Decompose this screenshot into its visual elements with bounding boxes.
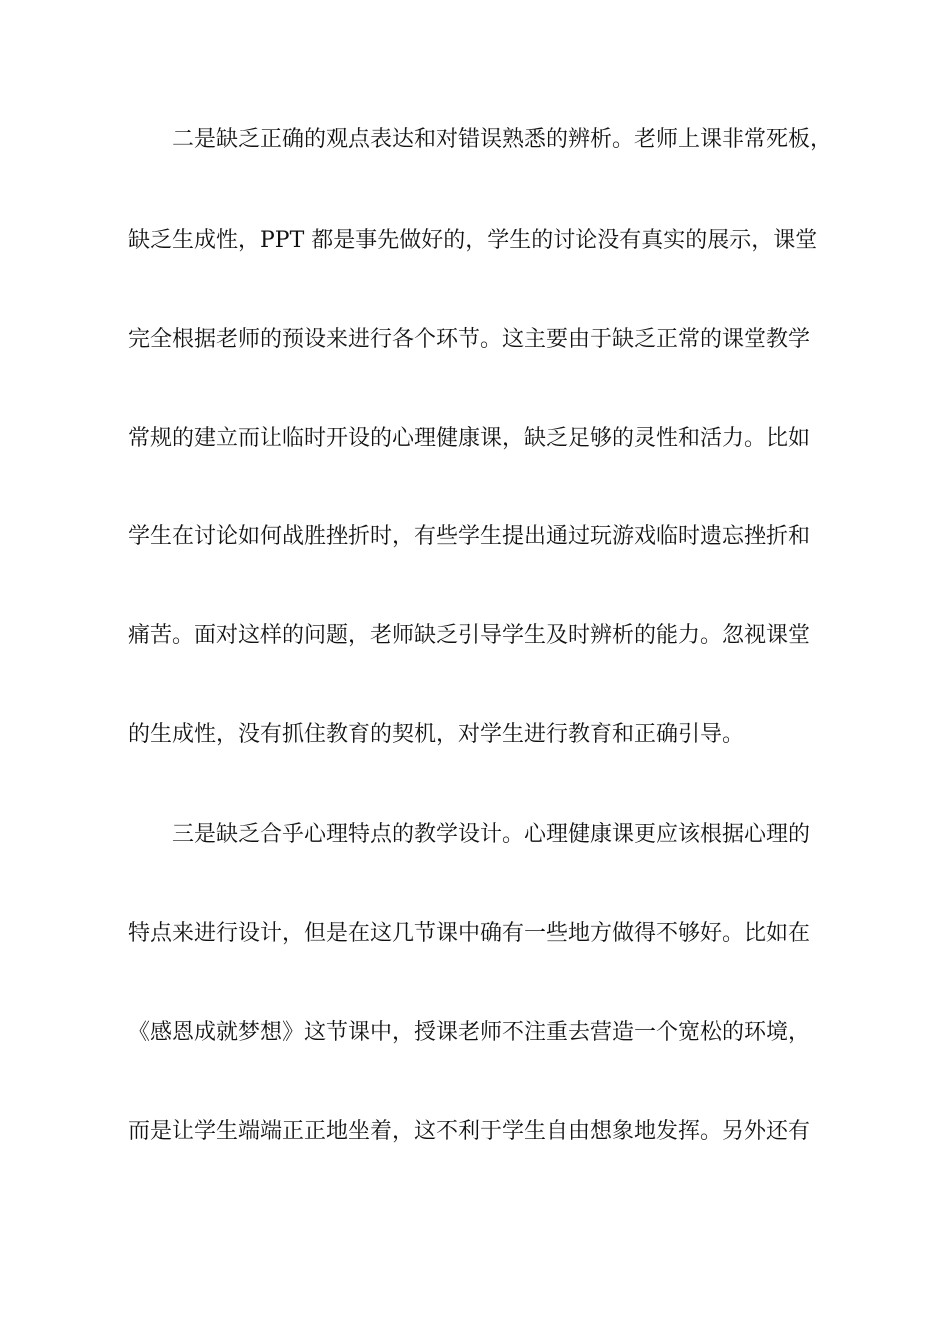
paragraph-1-line-1: 二是缺乏正确的观点表达和对错误熟悉的辨析。老师上课非常死板， (172, 127, 833, 152)
paragraph-2-line-3: 《感恩成就梦想》这节课中，授课老师不注重去营造一个宽松的环境， (128, 1020, 811, 1045)
paragraph-2-line-4: 而是让学生端端正正地坐着，这不利于学生自由想象地发挥。另外还有 (128, 1119, 811, 1144)
paragraph-2-line-1: 三是缺乏合乎心理特点的教学设计。心理健康课更应该根据心理的 (172, 822, 811, 847)
paragraph-1-line-7: 的生成性，没有抓住教育的契机，对学生进行教育和正确引导。 (128, 722, 745, 747)
paragraph-1-line-4: 常规的建立而让临时开设的心理健康课，缺乏足够的灵性和活力。比如 (128, 426, 811, 451)
paragraph-2-line-2: 特点来进行设计，但是在这几节课中确有一些地方做得不够好。比如在 (128, 921, 811, 946)
paragraph-1-line-3: 完全根据老师的预设来进行各个环节。这主要由于缺乏正常的课堂教学 (128, 327, 811, 352)
paragraph-1-line-2: 缺乏生成性，PPT 都是事先做好的，学生的讨论没有真实的展示，课堂 (128, 228, 818, 253)
paragraph-1-line-6: 痛苦。面对这样的问题，老师缺乏引导学生及时辨析的能力。忽视课堂 (128, 623, 811, 648)
paragraph-1-line-5: 学生在讨论如何战胜挫折时，有些学生提出通过玩游戏临时遗忘挫折和 (128, 524, 811, 549)
